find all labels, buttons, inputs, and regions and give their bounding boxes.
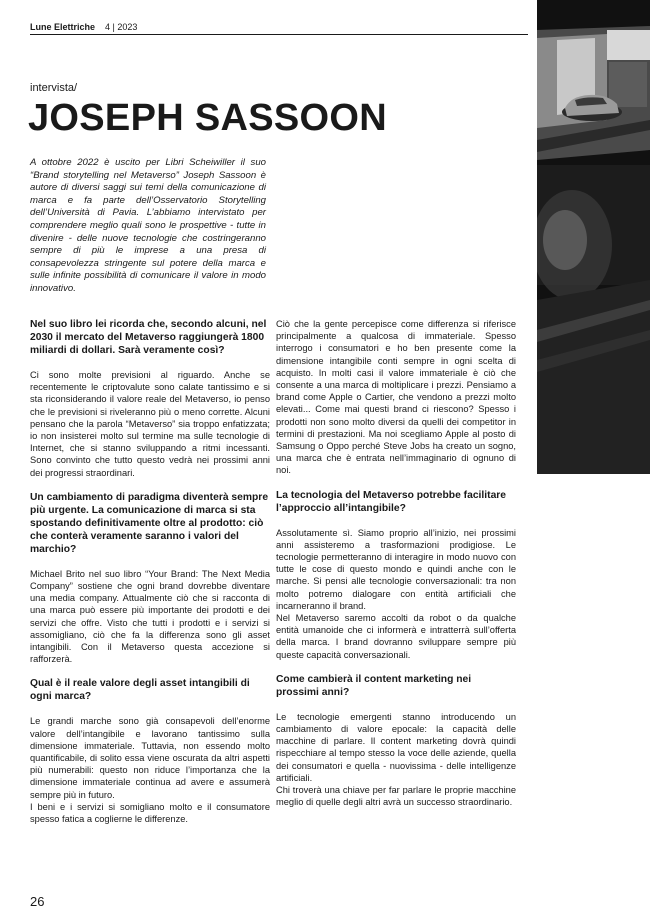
question-1: Nel suo libro lei ricorda che, secondo alcuni, nel 2030 il mercato del Metaverso raggiungerà 1800 miliardi di dollari. Sarà veramente così? [30, 319, 267, 356]
question-4: La tecnologia del Metaverso potrebbe facilitare l’approccio all’intangibile? [276, 489, 507, 514]
page-title: JOSEPH SASSOON [28, 97, 387, 139]
section-kicker: intervista/ [30, 82, 78, 94]
qa-block-5 [276, 673, 516, 809]
qa-block-1 [30, 318, 270, 479]
answer-4-part-2: Nel Metaverso saremo accolti da robot o da qualche entità umanoide che ci informerà e intratterrà sull’offerta della marca. I brand dovranno sviluppare sempre più queste capacità conversazionali. [276, 613, 516, 660]
intro-paragraph: A ottobre 2022 è uscito per Libri Scheiwiller il suo “Brand storytelling nel Metaverso” Joseph Sassoon è autore di diversi saggi sui temi della comunicazione di marca e fa parte dell’Osservatorio Storytelling dell’Università di Pavia. L’abbiamo intervistato per comprendere meglio quali sono le prospettive - tutte in divenire - delle nuove tecnologie che costringeranno sempre di più le imprese a una presa di consapevolezza stringente sul potere della marca e sulle infinite possibilità di comunicare il valore in modo innovativo. [30, 157, 266, 294]
qa-block-3-continued [276, 318, 516, 477]
page-number: 26 [30, 894, 45, 909]
right-column [276, 318, 516, 821]
header-divider [30, 34, 528, 35]
question-2: Un cambiamento di paradigma diventerà sempre più urgente. La comunicazione di marca si sta spostando definitivamente oltre al prodotto: ciò che conterà veramente saranno i valori del marchio? [30, 491, 269, 555]
qa-block-2 [30, 491, 270, 666]
qa-block-4 [276, 489, 516, 661]
qa-block-3 [30, 677, 270, 825]
answer-4-part-1: Assolutamente sì. Siamo proprio all’inizio, nei prossimi anni assisteremo a trasformazioni prodigiose. Le tecnologie permetteranno di interagire in modo nuovo con tutte le cose di questo mondo e quindi anche con le marche. Si pensi alle tecnologie conversazionali: tra non molto potremo dialogare con entità artificiali che incarneranno il brand. [276, 527, 516, 611]
magazine-name: Lune Elettriche [30, 22, 96, 32]
metaverse-car-photo [537, 0, 650, 474]
question-5: Come cambierà il content marketing nei prossimi anni? [276, 673, 472, 698]
issue-number: 4 | 2023 [105, 22, 138, 32]
answer-2: Michael Brito nel suo libro “Your Brand: The Next Media Company” sostiene che ogni brand dovrebbe diventare una media company. Attualmente ciò che si racconta di una marca può essere più importante dei prodotti e dei servizi che offre. Visto che tutti i prodotti e i servizi si assomigliano, ciò che fa la differenza sono gli asset intangibili. Con il Metaverso questa accezione si rafforzerà. [30, 568, 270, 665]
answer-3-part-3: Ciò che la gente percepisce come differenza si riferisce principalmente a qualcosa di immateriale. Spesso interrogo i consumatori e ho ben presente come la dimensione intangibile conti sempre in ogni scelta di acquisto. In molti casi il valore immateriale è ciò che consente a una marca di moltiplicare i prezzi. Pensiamo a brand come Apple o Cartier, che vendono a prezzi molto elevati... Come mai questi brand ci riescono? Spesso i prodotti non sono molto diversi da quelli dei competitor in termini di prestazioni. Ma noi scegliamo Apple al posto di Samsung o Oppo perché Steve Jobs ha creato un sogno, una marca che è entrata nell’immaginario di ognuno di noi. [276, 319, 516, 476]
magazine-header [30, 22, 137, 32]
answer-1: Ci sono molte previsioni al riguardo. Anche se recentemente le criptovalute sono calate tantissimo e si sta riconsiderando il valore reale del Metaverso, io penso che le previsioni si riveleranno più o meno corrette. Alcuni pensano che la parola “Metaverso” sia troppo enfatizzata; io non insisterei molto sul termine ma sulle tecnologie di Internet, che si stanno sviluppando a ritmi incessanti. Sono convinto che tutto questo vedrà nei prossimi anni dei progressi straordinari. [30, 370, 270, 478]
answer-5-part-2: Chi troverà una chiave per far parlare le proprie macchine meglio di quelle degli altri avrà un successo straordinario. [276, 785, 516, 808]
answer-5-part-1: Le tecnologie emergenti stanno introducendo un cambiamento di valore epocale: la capacità delle macchine di parlare. Il content marketing dovrà quindi rispecchiare al tempo stesso la voce delle aziende, quella dei consumatori e quella - nuovissima - delle intelligenze artificiali. [276, 711, 516, 783]
question-3: Qual è il reale valore degli asset intangibili di ogni marca? [30, 678, 250, 703]
answer-3-part-2: I beni e i servizi si somigliano molto e il consumatore spesso fatica a coglierne le differenze. [30, 801, 270, 825]
answer-3-part-1: Le grandi marche sono già consapevoli dell’enorme valore dell’intangibile e lavorano tantissimo sulla dimensione immateriale. Tuttavia, non essendo molto quantificabile, di solito essa viene oscurata da altri aspetti più numerabili: questo non riduce l’importanza che la dimensione immateriale continua ad avere e assumerà sempre più in futuro. [30, 716, 270, 800]
left-column [30, 318, 270, 837]
